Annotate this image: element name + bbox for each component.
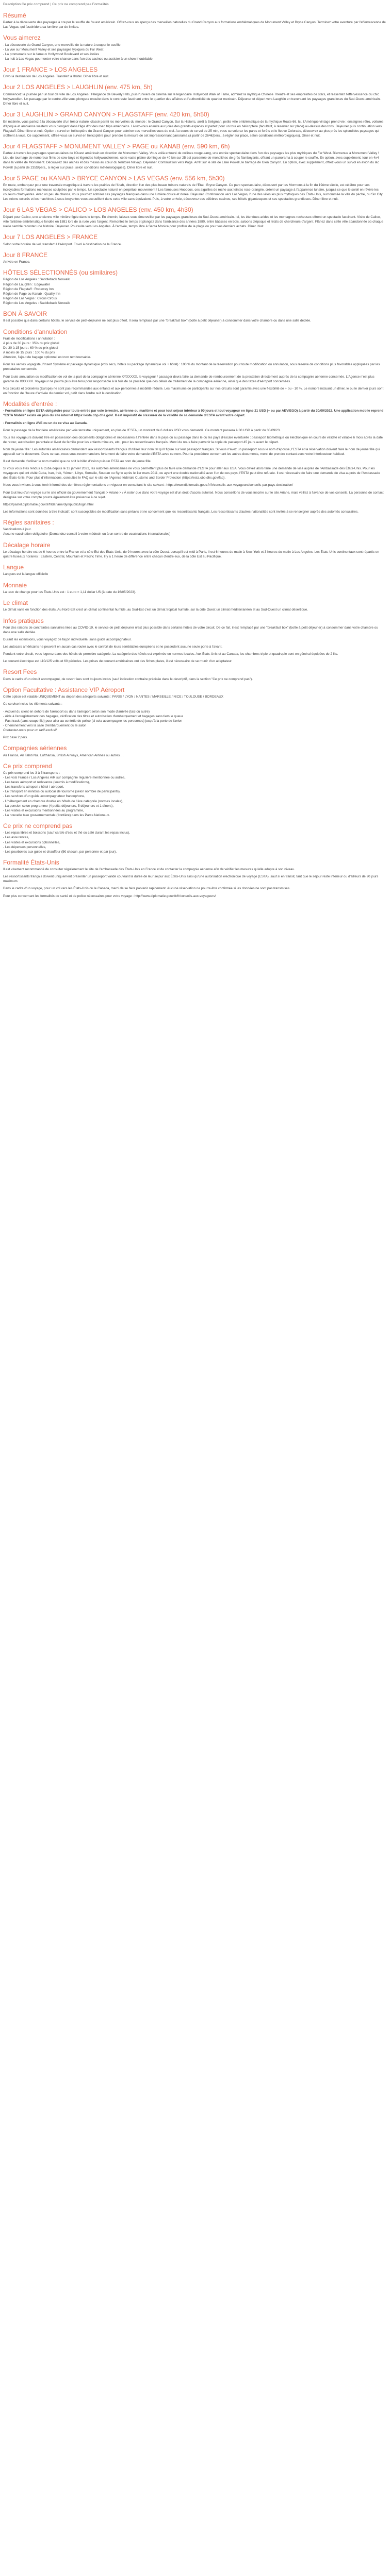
day-title: Jour 4 FLAGSTAFF > MONUMENT VALLEY > PAGE ou KANAB (env. 590 km, 6h) <box>3 142 230 150</box>
day-title: Jour 1 FRANCE > LOS ANGELES <box>3 65 98 73</box>
list-item: - Les repas libres et boissons (sauf carafe d'eau et thé ou café durant les repas inclus), <box>3 831 130 835</box>
formalites-text: Il est vivement recommandé de consulter régulièrement le site de l'ambassade des États-Unis en France et de contacter la compagnie aérienne afin de vérifier les mesures qu'elle adopte à son niveau. <box>3 868 295 872</box>
formalites-text: Les ressortissants français doivent uniquement présenter un passeport valide couvrant la durée de leur séjour aux États-Unis ainsi qu'une autorisation électronique de voyage (ESTA), sauf si en transit, tant que le séjour reste inférieur ou d'ailleurs de 90 jours maximum. <box>3 875 379 884</box>
section-title-langue: Langue <box>3 564 24 571</box>
list-item: Région de Page ou Kanab : Quality Inn <box>3 292 60 296</box>
hotels-list <box>3 277 386 306</box>
infos-text: Pendant votre circuit, vous logerez dans des hôtels de première catégorie. La catégorie des hôtels est exprimée en normes locales. Aux États-Unis et au Canada, les chambres triple et quadruple sont en général équipées de 2 lits. <box>3 652 338 656</box>
list-item: - Les assurances, <box>3 836 29 840</box>
list-item: Région de Los Angeles : Saddleback Norwalk <box>3 301 70 305</box>
tab-links[interactable]: Description Ce prix comprend | Ce prix ne comprend pas Formalités <box>3 3 109 6</box>
day-title: Jour 6 LAS VEGAS > CALICO > LOS ANGELES (env. 450 km, 4h30) <box>3 206 193 214</box>
list-item: Région de Las Vegas : Circus Circus <box>3 296 57 300</box>
list-item: - Les taxes aéroport et redevance (soumis à modifications), <box>3 781 90 785</box>
decalage-text: Le décalage horaire est de 6 heures entre la France et la côte Est des États-Unis, de 9 heures avec la côte Ouest. Lorsqu'il est midi à Paris, il est 6 heures du matin à New-York et 3 heures du matin à Los Angeles. Les États-Unis continentaux sont répartis en quatre fuseaux horaires : Eastern, Central, Mountain et Pacific Time. Il y a 1 heure de différence entre chacun d'entre eux, de la côte Est au Pacifique. <box>3 550 379 558</box>
list-item: - Aide à l'enregistrement des bagages, vérification des titres et autorisation d'embarquement et bagages sans tiers le queue <box>3 714 184 718</box>
list-item: - La nuit à Las Vegas pour tenter votre chance dans l'un des casinos ou assister à un show inoubliable <box>3 57 153 61</box>
section-title-bon-a-savoir: BON À SAVOIR <box>3 310 47 318</box>
day-text: En matinée, vous partez à la découverte d'un trésor naturel classé parmi les merveilles du monde : le Grand Canyon. Sur la Historic, arrêt à Seligman, petite ville emblématique de la mythique Route 66. Ici, l'Amérique vintage prend vie : enseignes rétro, voitures d'époque et ambiance western vous plongent dans l'âge d'or des road trips américains. Livrez-vous ensuite aux joies des grands espaces et partez pour un tour en hélicoptère (facultatif, à réserver sur place) au-dessus des tons. Déjeuner puis continuation vers Flagstaff. Dîner libre et nuit. Option : survol en hélicoptère du Grand Canyon pour admirer ses merveilles vues du ciel. Au cours de ce vol de 25 min, vous survolerez les parcs et forêts et le fleuve Colorado, découvrez au plus près les splendides paysages qui s'offrent à vous. Ce supplément, offrez-vous un survol en hélicoptère pour prendre la mesure de cet impressionnant panorama (à partir de 264€/pers., à régler sur place, selon conditions météorologiques). Dîner et nuit. <box>3 120 384 138</box>
conditions-list <box>3 336 386 360</box>
infos-text: Durant les extensions, vous voyagez de façon individuelle, sans guide accompagnateur. <box>3 638 132 642</box>
option-vip-subintro: Ce service inclus les éléments suivants : <box>3 702 62 706</box>
modalites-text: - Formalités en ligne ESTA obligatoire pour toute entrée par voie terrestre, aérienne ou maritime et pour tout séjour inférieur à 90 jours et tout voyageur en ligne 21 USD (+ ou par AEVIEGO) à partir du 30/09/2022. Une application mobile reprend "ESTA Mobile" existe en plus du site internet https://esta.cbp.dhs.gov/. Il est impératif de s'assurer de la validité de sa demande d'ESTA avant votre départ. <box>3 409 384 418</box>
monnaie-text: La taux de change pour les États-Unis est : 1 euro = 1,11 dollar US (à date du 16/05/2023). <box>3 590 136 594</box>
infos-text: Pour des raisons de contraintes sanitaires liées au COVID-19, le service de petit déjeuner n'est plus possible dans certains hôtels de votre circuit. De ce fait, il est remplacé par une "breakfast box" (boîte à petit déjeuner) à consommer dans votre chambre ou dans une salle dédiée. <box>3 625 378 635</box>
modalites-text[interactable]: Nous vous invitons à vous tenir informé des dernières réglementations en vigueur en consultant le site suivant : https://www.diplomatie.gouv.fr/fr/conseils-aux-voyageurs/conseils-par-pays-destination/ <box>3 483 294 487</box>
list-item: Ce prix comprend les 3 à 5 transports : <box>3 771 60 775</box>
day-title: Jour 5 PAGE ou KANAB > BRYCE CANYON > LAS VEGAS (env. 556 km, 5h30) <box>3 174 225 182</box>
list-item: - La découverte du Grand Canyon, une merveille de la nature à couper le souffle <box>3 43 121 47</box>
list-item: - Les visites et excursions optionnelles, <box>3 840 60 844</box>
modalites-text: Les informations sont données à titre indicatif, sont susceptibles de modification sans préavis et ne concernent que les ressortissants français. Les ressortissants d'autres nationalités sont invités à se renseigner auprès des autorités consulaires. <box>3 510 359 514</box>
modalites-text: Tous les voyageurs doivent être en possession des documents obligatoires et nécessaires à l'entrée dans le pays ou au passage dans le ou les pays d'escale éventuelle : passeport biométrique ou électronique en cours de validité et valable 6 mois après la date de retour, autorisation parentale et livret de famille pour les enfants mineurs, etc., pour les ressortissants français. Merci de nous faire parvenir la copie du passeport 45 jours avant le départ. <box>3 435 383 444</box>
list-item: Région de Flagstaff : Rodeway Inn <box>3 287 54 291</box>
list-item: - Cheminement vers la salle d'embarquement ou le salon <box>3 723 87 727</box>
infos-text: Le courant électrique est 110/125 volts et 60 périodes. Les prises de courant américaines ont des fiches plates, il est nécessaire de se munir d'un adaptateur. <box>3 659 233 664</box>
modalites-text: Si vous vous êtes rendus à Cuba depuis le 12 janvier 2021, les autorités américaines ne vous permettent plus de faire une demande d'ESTA pour aller aux USA. Vous devez alors faire une demande de visa auprès de l'Ambassade des États-Unis. Pour les voyageurs qui ont visité Cuba, Iran, Irak, Yémen, Libye, Somalie, Soudan ou Syrie après le 1er mars 2011, ou ayant une double nationalité avec l'un de ces pays, l'ESTA peut être refusée. Il est nécessaire de faire une demande de visa auprès de l'Ambassade des États-Unis. Pour plus d'informations, consultez le FAQ sur le site de l'Agence fédérale Customs and Border Protection (https://esta.cbp.dhs.gov/faq). <box>3 467 380 480</box>
section-title-hotels: HÔTELS SÉLECTIONNÉS (ou similaires) <box>3 269 118 277</box>
sanitaires-list <box>3 527 386 536</box>
comprend-list <box>3 771 386 818</box>
list-item: Région de Laughlin : Edgewater <box>3 282 50 286</box>
list-item: - La nouvelle taxe gouvernementale (frontière) dans les Parcs Nationaux. <box>3 813 110 817</box>
list-item: - Les transferts aéroport / hôtel / aéroport, <box>3 785 64 789</box>
conditions-text: Pour les ventes voyagiste, l'Insert Système et package dynamique (vols secs, hôtels ou package dynamique vol + hôtel) : 100 % du montant de la réservation pour toute modification ou annulation, sous réserve de conditions plus favorables appliquées par les prestataires concernés. <box>3 363 380 371</box>
ne-comprend-list <box>3 831 386 854</box>
list-item: - Les visites et excursions mentionnées au programme, <box>3 808 84 812</box>
section-title-option-vip: Option Facultative : Assistance VIP Aéroport <box>3 686 125 693</box>
conditions-text: Pour toute annulation ou modification de vol de la part de la compagnie aérienne XYXXXXX, le voyageur / passager devra faire sa demande de remboursement de la prestation directement auprès de la compagnie aérienne concernée. L'Agence n'est plus garante de XXXXXX. Voyageur ne pourra plus être tenu pour responsable à la fois de ce procédé que des délais de traitement de la compagnie aérienne, ainsi que des taxes d'aéroport concernées. <box>3 375 374 383</box>
list-item: - Les services d'un guide accompagnateur francophone, <box>3 794 85 799</box>
day-title: Jour 2 LOS ANGELES > LAUGHLIN (env. 475 km, 5h) <box>3 83 153 91</box>
list-item: - Accueil du client en dehors de l'aéroport ou dans l'aéroport selon son mode d'arrivée (taxi ou autre) <box>3 709 150 714</box>
section-title-modalites: Modalités d'entrée : <box>3 400 57 408</box>
list-item: De 30 à 15 jours : 60 % du prix global <box>3 346 58 350</box>
section-title-vous-aimerez: Vous aimerez <box>3 34 41 42</box>
list-item: Attention, l'ajout de bagage optionnel est non remboursable. <box>3 355 91 360</box>
resume-text: Partez à la découverte des paysages à couper le souffle de l'ouest américain. Offrez-vous un aperçu des merveilles naturelles du Grand Canyon aux formations emblématiques de Monument Valley et Bryce Canyon. Terminez votre aventure par l'effervescence de Las Vegas, qui fascinidera sa lumière par de limites. <box>3 21 386 29</box>
section-title-infos: Infos pratiques <box>3 617 44 624</box>
list-item: Région de Los Angeles : Saddleback Norwalk <box>3 278 70 282</box>
section-title-compagnies: Compagnies aériennes <box>3 744 67 752</box>
day-title: Jour 8 FRANCE <box>3 251 48 259</box>
modalites-text: Pour le passage de la frontière américaine par voie terrestre uniquement, en plus de l'ESTA, un montant de 6 dollars USD vous demandé. Ce montant passera à 30 USD à partir du 30/09/23. <box>3 428 281 432</box>
list-item: A moins de 15 jours : 100 % du prix <box>3 351 55 355</box>
list-item: Frais de modifications / annulation : <box>3 336 55 341</box>
list-item: - Les pourboires aux guide et chauffeur (5€ chacun, par personne et par jour). <box>3 850 117 854</box>
list-item: - Fast track (sans coupe file) pour aller au contrôle de police (si cela accompagne les personnes) jusqu'à la porte de l'avion <box>3 719 183 723</box>
section-title-formalites: Formalité États-Unis <box>3 858 59 866</box>
page <box>0 0 391 906</box>
option-vip-list <box>3 709 386 733</box>
compagnies-text: Air France, Air Tahiti Nui, Lufthansa, British Airways, American Airlines ou autres ... <box>3 753 124 757</box>
section-title-conditions: Conditions d'annulation <box>3 328 68 335</box>
list-item: - L'hébergement en chambre double en hôtels de 1ère catégorie (normes locales), <box>3 799 123 803</box>
list-item: - Les dépenses personnelles, <box>3 845 46 849</box>
section-title-monnaie: Monnaie <box>3 581 27 589</box>
list-item: - La promenade sur le fameux Hollywood Boulevard et ses étoiles <box>3 52 100 56</box>
section-title-resort-fees: Resort Fees <box>3 668 37 676</box>
infos-text: Les autocars américains ne peuvent en aucun cas rouler avec le confort de leurs semblables européens et ne possèdent aucune seule porte à l'avant. <box>3 645 223 649</box>
bon-a-savoir-text: Il est possible que dans certains hôtels, le service de petit-déjeuner ne soit plus offert. Il sera remplacé par une "breakfast box" (boîte à petit déjeuner) à consommer dans votre chambre ou dans une salle dédiée. <box>3 319 311 323</box>
section-title-climat: Le climat <box>3 599 28 607</box>
list-item: - La vue sur Monument Valley et ses paysages typiques du Far West <box>3 47 104 52</box>
day-text: En route, embarquez pour une traversée magnifique à travers les prairies de l'Utah, direction l'un des plus beaux trésors naturels de l'Etat : Bryce Canyon. Ce parc spectaculaire, découvert par les Mormons à la fin du 19ème siècle, est célèbre pour ses incroyables formations rocheuses sculptées par le temps. Un spectacle naturel en perpétuel mouvement ! Les fameuses Hoodoos, ces aiguilles de roche aux teintes rose-orangée, créent un paysage à l'apparence lunaire, jusqu'à ce que le soleil en révèle les couleurs chatoyantes. Avec un peu de chance, vous pourriez admirer ces paysages féeriques dans une lumière douce et dorée. Déjeuner. Continuation vers Las Vegas, l'une des villes les plus mythiques des États-Unis, surnommée la ville du péché, ou Sin City. Les néons colorés et les machines à sous bruyantes vous accueillent dans cette ville sans équivalent. Puis, à votre arrivée, découvrez ses célèbres casinos, ses hôtels gigantesques et ses spectacles grandioses. Dîner libre et nuit. <box>3 183 384 201</box>
modalites-text: Pour tout lieu d'un voyage sur le site officiel du gouvernement français > Ariane > / À noter que dans votre voyage est d'un droit d'accès autorisé. Nous conseillons de vous inscrire sur le site Ariane, mais veillez à l'avance de vos conseils. La personne de contact désignée sur votre compte pourra également être prévenue à ce sujet. <box>3 490 384 499</box>
resort-fees-text: Dans le cadre d'un circuit accompagné, de resort fees sont toujours inclus (sauf indication contraire précisée dans le descriptif, dans la section "Ce prix ne comprend pas"). <box>3 677 253 681</box>
day-title: Jour 7 LOS ANGELES > FRANCE <box>3 233 98 241</box>
section-title-sanitaires: Règles sanitaires : <box>3 518 54 526</box>
modalites-text: - Formalités en ligne AVE ou un de ce visa au Canada. <box>3 421 88 425</box>
day-text: Envol à destination de Los Angeles. Transfert à l'hôtel. Dîner libre et nuit. <box>3 75 109 79</box>
conditions-text: Nos circuits et croisières (Europe) ne sont pas recommandés aux enfants et aux personnes à mobilité réduite. Les maximums de participants sur nos circuits sont garantis avec une flexibilité de + ou - 10 %. Le nombre incluant un dîner, le ou le dernier jours sont en fonction de l'heure d'arrivée du dernier vol, petit dans l'ordre suit le destination. <box>3 386 384 395</box>
vous-aimerez-list <box>3 43 386 61</box>
climat-text: Le climat varie en fonction des états. Au Nord-Est c'est un climat continental humide, au Sud-Est c'est un climat tropical humide, sur la côte Ouest un climat méditerranéen et au Sud-Ouest un climat désertique. <box>3 608 308 612</box>
option-vip-tail: Prix base 2 pers. <box>3 736 28 740</box>
day-text: Départ pour Calico, une ancienne ville minière figée dans le temps. En chemin, laissez-vous émerveiller par les paysages grandioses du Sud-Ouest américain. Ici, les étendues arides et les montagnes rocheuses offrent un spectacle fascinant. Visite de Calico, ville fantôme emblématique fondée en 1881 lors de la ruée vers l'argent. Remontez le temps et plongez dans l'ambiance des années 1880, entre bâtisses en bois, saloons d'époque et récits de chercheurs d'argent. Flânez dans cette ville abandonnée où chaque ruelle semble raconter une histoire. Déjeuner. Poursuite vers Los Angeles. À l'arrivée, temps libre à Santa Monica pour profiter de la plage ou pour vos derniers achats. Dîner. Nuit. <box>3 215 384 229</box>
list-item: - La pension selon programme (4 petits-déjeuners, 5 déjeuners et 1 dîners), <box>3 804 114 808</box>
formalites-link[interactable]: Pour plus concernant les formalités de santé et de police nécessaires pour votre voyage : http://www.diplomatie.gouv.fr/fr/conseils-aux-voyageurs/ <box>3 894 216 898</box>
list-item: - Le transport en minibus ou autocar de tourisme (selon nombre de participants), <box>3 790 121 794</box>
list-item: Aucune vaccination obligatoire (Demandez conseil à votre médecin ou à un centre de vaccinations internationales) <box>3 532 171 536</box>
section-title-comprend: Ce prix comprend <box>3 762 52 770</box>
day-text: Commencez la journée par un tour de ville de Los Angeles : l'élégance de Beverly Hills, puis l'univers du cinéma sur le légendaire Hollywood Walk of Fame, admirez la mythique Chinese Theatre et ses empreintes de stars, et ressentez l'effervescence du chic hollywoodien. Un passage par le centre-ville vous plongera ensuite dans le contraste fascinant entre le quartier des affaires et l'authenticité du quartier mexicain. Déjeuner et départ vers Laughlin en traversant les paysages grandioses du Sud-Ouest américain. Dîner libre et nuit. <box>3 92 381 106</box>
day-text: Selon votre horaire de vol, transfert à l'aéroport. Envol à destination de la France. <box>3 242 122 246</box>
formalites-text: Dans le cadre d'un voyage, pour un vol vers les États-Unis ou le Canada, merci de se faire parvenir rapidement. Aucune réservation ne pourra être confirmée si les données ne sont pas transmises. <box>3 887 290 891</box>
option-vip-intro: Cette option est valable UNIQUEMENT au départ des aéroports suivants : PARIS / LYON / NANTES / MARSEILLE / NICE / TOULOUSE / BORDEAUX <box>3 695 224 699</box>
list-item: - Les vols France / Los Angeles A/R sur compagnie régulière mentionnée ou autres, <box>3 776 125 780</box>
day-title: Jour 3 LAUGHLIN > GRAND CANYON > FLAGSTAFF (env. 420 km, 5h50) <box>3 111 209 118</box>
section-title-decalage: Décalage horaire <box>3 541 51 549</box>
section-title-resume: Résumé <box>3 11 26 19</box>
section-title-ne-comprend: Ce prix ne comprend pas <box>3 822 73 829</box>
list-item: A plus de 30 jours : 35% du prix global <box>3 342 59 345</box>
list-item: Contactez-nous pour un tarif exclusif <box>3 728 57 732</box>
modalites-text: Il est demandé d'utiliser le nom marital que ce soit le billet d'avion puis un ESTA au nom de jeune fille. <box>3 460 152 464</box>
day-text: Partez à travers les paysages spectaculaires de l'Ouest américain en direction de Monument Valley. Vous voilà entouré de collines rouge-sang, une entrée spectaculaire dans l'un des paysages les plus mythiques du Far West. Bienvenue à Monument Valley ! Lieu de tournage de nombreux films de cow-boys et légendes hollywoodiennes, cette vaste plaine domingue de 40 km sur 25 est parsemée de monolithes de grès flamboyants, offrant un panorama à couper le souffle. En option, avec supplément, tour en 4x4 dans la vallée de Monument. Découvrez des arches et des mesas au cœur du territoire Navajo. Déjeuner. Continuation vers Page. Arrêt sur le site de Lake Powell, le barrage de Glen Canyon. En option, avec supplément, offrez-vous un survol en avion du lac Powell (à partir de 235$/pers., à régler sur place, selon conditions météorologiques). Dîner libre et nuit. <box>3 151 379 170</box>
list-item: Vaccinations à jour. <box>3 528 31 532</box>
modalites-text: Nom de jeune fille : Les autorités américaines demandent aux ressortissants français d'utiliser leur nom tel qu'il figure sur leur passeport français. Si vous n'avez un passeport sous le nom d'épouse, l'ESTA et la réservation doivent faire le nom de jeune fille qui apparaît sur le document. Dans ce cas, nous vous recommandons fortement de faire votre demande d'ESTA avec ce nom. Pour la procédure concernant les autres documents, merci de prendre contact avec votre interlocuteur habituel. <box>3 447 380 456</box>
modalites-link[interactable]: https://pastel.diplomatie.gouv.fr/fildariane/dyn/public/login.html <box>3 502 94 506</box>
day-text: Arrivée en France. <box>3 260 30 264</box>
langue-text: Langues est la langue officielle <box>3 572 48 577</box>
